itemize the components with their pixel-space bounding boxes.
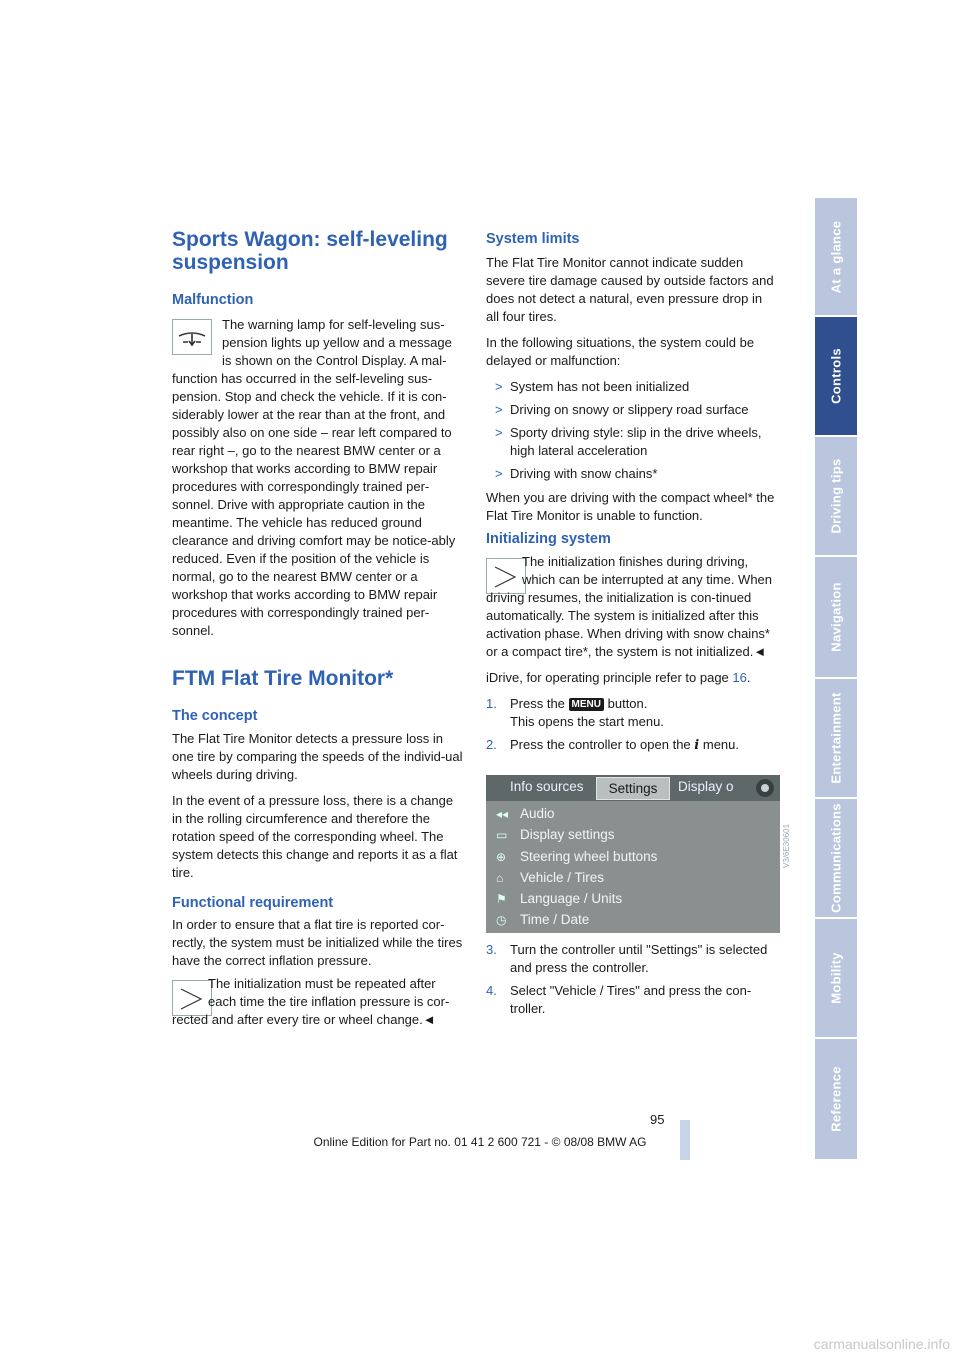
- menu-button-icon: MENU: [569, 698, 604, 711]
- sidebar-tab-driving-tips[interactable]: Driving tips: [815, 437, 857, 555]
- heading-malfunction: Malfunction: [172, 292, 254, 308]
- heading-concept: The concept: [172, 708, 258, 724]
- system-limits-text: The Flat Tire Monitor cannot indicate sudden severe tire damage caused by outside factors and does not detect a natural, even pressure drop in all four tires. In the following situations, the system could be delayed or malfunction: > System has not been initialized > Driving on snowy or slippery road surface > Sporty driving style: slip in the drive wheels, high lateral acceleration > Driving with snow chains* When you are driving with the compact wheel* the Flat Tire Monitor is unable to function.: [486, 254, 778, 533]
- sidebar-tab-at-a-glance[interactable]: At a glance: [815, 198, 857, 315]
- info-icon: i: [694, 738, 700, 753]
- page-link[interactable]: 16: [732, 670, 747, 685]
- controller-knob-icon: [756, 779, 774, 797]
- idrive-screen: [486, 775, 780, 933]
- list-item: 3. Turn the controller until "Settings" is selected and press the controller.: [486, 942, 768, 975]
- sidebar-tab-entertainment[interactable]: Entertainment: [815, 679, 857, 797]
- edition-line: Online Edition for Part no. 01 41 2 600 721 - © 08/08 BMW AG: [313, 1135, 647, 1149]
- heading-initializing-system: Initializing system: [486, 531, 611, 547]
- flag-icon: ⚑: [496, 892, 507, 906]
- system-limits-list: [486, 378, 778, 483]
- car-icon: ⌂: [496, 871, 504, 885]
- clock-icon: ◷: [496, 913, 507, 927]
- sidebar-tab-navigation[interactable]: Navigation: [815, 557, 857, 677]
- heading-functional-requirement: Functional requirement: [172, 895, 334, 911]
- list-item: > System has not been initialized: [495, 379, 690, 394]
- list-item: > Driving with snow chains*: [495, 466, 658, 481]
- functional-requirement-note: The initialization must be repeated after each time the tire inflation pressure is cor-rected and after every tire or wheel change.◄: [172, 976, 450, 1027]
- list-item: > Sporty driving style: slip in the drive wheels, high lateral acceleration: [495, 425, 762, 458]
- page-number: 95: [650, 1112, 665, 1127]
- sidebar-tab-communications[interactable]: Communications: [815, 799, 857, 917]
- section-title-ftm: FTM Flat Tire Monitor*: [172, 667, 394, 690]
- audio-icon: ◂◂: [496, 807, 509, 821]
- list-item: 1. Press the MENU button. This opens the start menu.: [486, 696, 664, 729]
- sidebar-tab-mobility[interactable]: Mobility: [815, 919, 857, 1037]
- functional-requirement-text: In order to ensure that a flat tire is reported cor-rectly, the system must be initialized while the tires have the correct inflation pressure.: [172, 917, 463, 968]
- screen-row-vehicle-tires: ⌂ Vehicle / Tires: [496, 870, 605, 885]
- screen-row-display-settings: ▭ Display settings: [496, 827, 615, 842]
- screen-tab-settings: Settings: [596, 777, 670, 800]
- screen-row-audio: ◂◂ Audio: [496, 806, 555, 821]
- list-item: > Driving on snowy or slippery road surface: [495, 402, 749, 417]
- steps-list-a: [486, 695, 778, 755]
- malfunction-text: The warning lamp for self-leveling sus-pension lights up yellow and a message is shown on the Control Display. A mal-function has occurred in the self-leveling sus-pension. Stop and check the vehicle. If it is con-siderably lower at the rear than at the front, and possibly also on one side – rear left compared to rear right –, go to the nearest BMW center or a workshop that works according to BMW repair procedures with correspondingly trained per-sonnel. Drive with appropriate caution in the meantime. The vehicle has reduced ground clearance and driving comfort may be notice-ably reduced. Even if the position of the vehicle is normal, go to the nearest BMW center or a workshop that works according to BMW repair procedures with correspondingly trained per-sonnel.: [172, 317, 456, 638]
- screen-tab-info-sources: Info sources: [510, 779, 584, 794]
- screen-tab-display: Display o: [678, 779, 734, 794]
- heading-system-limits: System limits: [486, 231, 580, 247]
- steering-wheel-icon: ⊕: [496, 850, 507, 864]
- list-item: 2. Press the controller to open the i menu.: [486, 737, 740, 753]
- watermark: carmanualsonline.info: [813, 1336, 950, 1352]
- initializing-text: The initialization finishes during driving, which can be interrupted at any time. When driving resumes, the initialization is con-tinued automatically. The system is initialized after this activation phase. When driving with snow chains* or a compact tire*, the system is not initialized.◄ iDrive, for operating principle refer to page 16. 1. Press the MENU button. This opens the start menu. 2. Press the controller to open the i menu.: [486, 553, 778, 760]
- display-icon: ▭: [496, 828, 508, 842]
- concept-text: The Flat Tire Monitor detects a pressure loss in one tire by comparing the speeds of the individ-ual wheels during driving. In the event of a pressure loss, there is a change in the rolling circumference and therefore the rotation speed of the corresponding wheel. The system detects this change and reports it as a flat tire.: [172, 731, 463, 880]
- image-code: V3/6E30601: [782, 823, 791, 868]
- sidebar-tab-controls[interactable]: Controls: [815, 317, 857, 435]
- screen-row-language-units: ⚑ Language / Units: [496, 891, 623, 906]
- list-item: 4. Select "Vehicle / Tires" and press the con-troller.: [486, 983, 752, 1016]
- screen-row-steering-wheel: ⊕ Steering wheel buttons: [496, 849, 658, 864]
- steps-list-b: [486, 941, 778, 1023]
- sidebar-tab-reference[interactable]: Reference: [815, 1039, 857, 1159]
- section-title-self-leveling: Sports Wagon: self-leveling suspension: [172, 228, 448, 274]
- screen-row-time-date: ◷ Time / Date: [496, 912, 590, 927]
